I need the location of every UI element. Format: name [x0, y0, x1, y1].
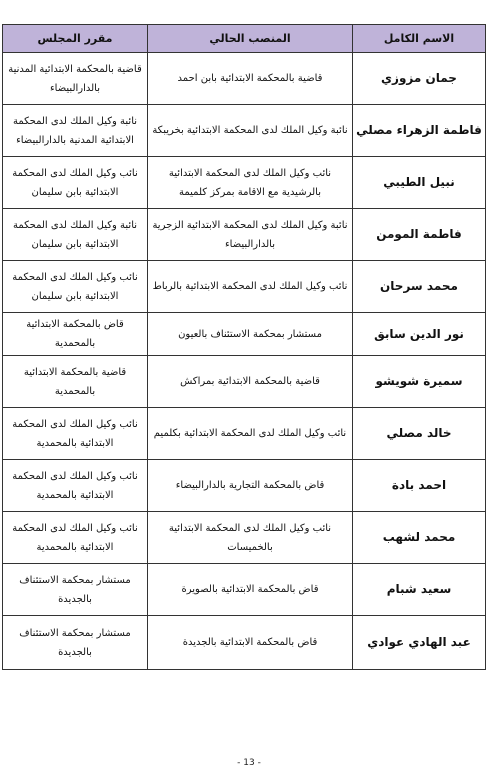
- name-cell: سعيد شبام: [353, 564, 486, 616]
- seat-cell: قاضية بالمحكمة الابتدائية بالمحمدية: [3, 356, 148, 408]
- name-cell: نور الدين سابق: [353, 313, 486, 356]
- position-cell: قاض بالمحكمة الابتدائية بالصويرة: [148, 564, 353, 616]
- table-row: [3, 564, 486, 616]
- table-row: [3, 408, 486, 460]
- seat-cell: نائب وكيل الملك لدى المحكمة الابتدائية بالمحمدية: [3, 512, 148, 564]
- table-row: [3, 105, 486, 157]
- seat-cell: قاضية بالمحكمة الابتدائية المدنية بالدارالبيضاء: [3, 53, 148, 105]
- position-cell: نائب وكيل الملك لدى المحكمة الابتدائية بالخميسات: [148, 512, 353, 564]
- name-cell: جمان مزوزي: [353, 53, 486, 105]
- seat-cell: نائب وكيل الملك لدى المحكمة الابتدائية بابن سليمان: [3, 261, 148, 313]
- position-cell: نائب وكيل الملك لدى المحكمة الابتدائية بالرباط: [148, 261, 353, 313]
- seat-cell: مستشار بمحكمة الاستئناف بالجديدة: [3, 564, 148, 616]
- position-cell: قاض بالمحكمة التجارية بالدارالبيضاء: [148, 460, 353, 512]
- name-cell: عبد الهادي عوادي: [353, 616, 486, 670]
- table-body: [3, 53, 486, 670]
- name-cell: سميرة شويشو: [353, 356, 486, 408]
- seat-cell: قاض بالمحكمة الابتدائية بالمحمدية: [3, 313, 148, 356]
- table-row: [3, 209, 486, 261]
- header-council-seat: مقرر المجلس: [3, 25, 148, 53]
- name-cell: محمد لشهب: [353, 512, 486, 564]
- name-cell: فاطمة المومن: [353, 209, 486, 261]
- seat-cell: نائبة وكيل الملك لدى المحكمة الابتدائية بابن سليمان: [3, 209, 148, 261]
- position-cell: نائبة وكيل الملك لدى المحكمة الابتدائية بخريبكة: [148, 105, 353, 157]
- name-cell: احمد بادة: [353, 460, 486, 512]
- name-cell: محمد سرحان: [353, 261, 486, 313]
- table-header-row: [3, 25, 486, 53]
- name-cell: نبيل الطيبي: [353, 157, 486, 209]
- name-cell: فاطمة الزهراء مصلي: [353, 105, 486, 157]
- position-cell: نائب وكيل الملك لدى المحكمة الابتدائية بالرشيدية مع الاقامة بمركز كلميمة: [148, 157, 353, 209]
- table-row: [3, 616, 486, 670]
- seat-cell: نائبة وكيل الملك لدى المحكمة الابتدائية المدنية بالدارالبيضاء: [3, 105, 148, 157]
- council-assignments-table: [2, 24, 486, 670]
- table-row: [3, 356, 486, 408]
- position-cell: قاضية بالمحكمة الابتدائية بمراكش: [148, 356, 353, 408]
- seat-cell: نائب وكيل الملك لدى المحكمة الابتدائية بالمحمدية: [3, 408, 148, 460]
- header-full-name: الاسم الكامل: [353, 25, 486, 53]
- seat-cell: مستشار بمحكمة الاستئناف بالجديدة: [3, 616, 148, 670]
- position-cell: نائبة وكيل الملك لدى المحكمة الابتدائية الزجرية بالدارالبيضاء: [148, 209, 353, 261]
- table-row: [3, 53, 486, 105]
- name-cell: خالد مصلي: [353, 408, 486, 460]
- position-cell: قاضية بالمحكمة الابتدائية بابن احمد: [148, 53, 353, 105]
- table-row: [3, 313, 486, 356]
- page-number: - 13 -: [237, 758, 261, 768]
- position-cell: قاض بالمحكمة الابتدائية بالجديدة: [148, 616, 353, 670]
- position-cell: مستشار بمحكمة الاستئناف بالعيون: [148, 313, 353, 356]
- table-row: [3, 512, 486, 564]
- table-row: [3, 157, 486, 209]
- seat-cell: نائب وكيل الملك لدى المحكمة الابتدائية بالمحمدية: [3, 460, 148, 512]
- header-current-position: المنصب الحالي: [148, 25, 353, 53]
- table-row: [3, 261, 486, 313]
- position-cell: نائب وكيل الملك لدى المحكمة الابتدائية بكلميم: [148, 408, 353, 460]
- seat-cell: نائب وكيل الملك لدى المحكمة الابتدائية بابن سليمان: [3, 157, 148, 209]
- table-row: [3, 460, 486, 512]
